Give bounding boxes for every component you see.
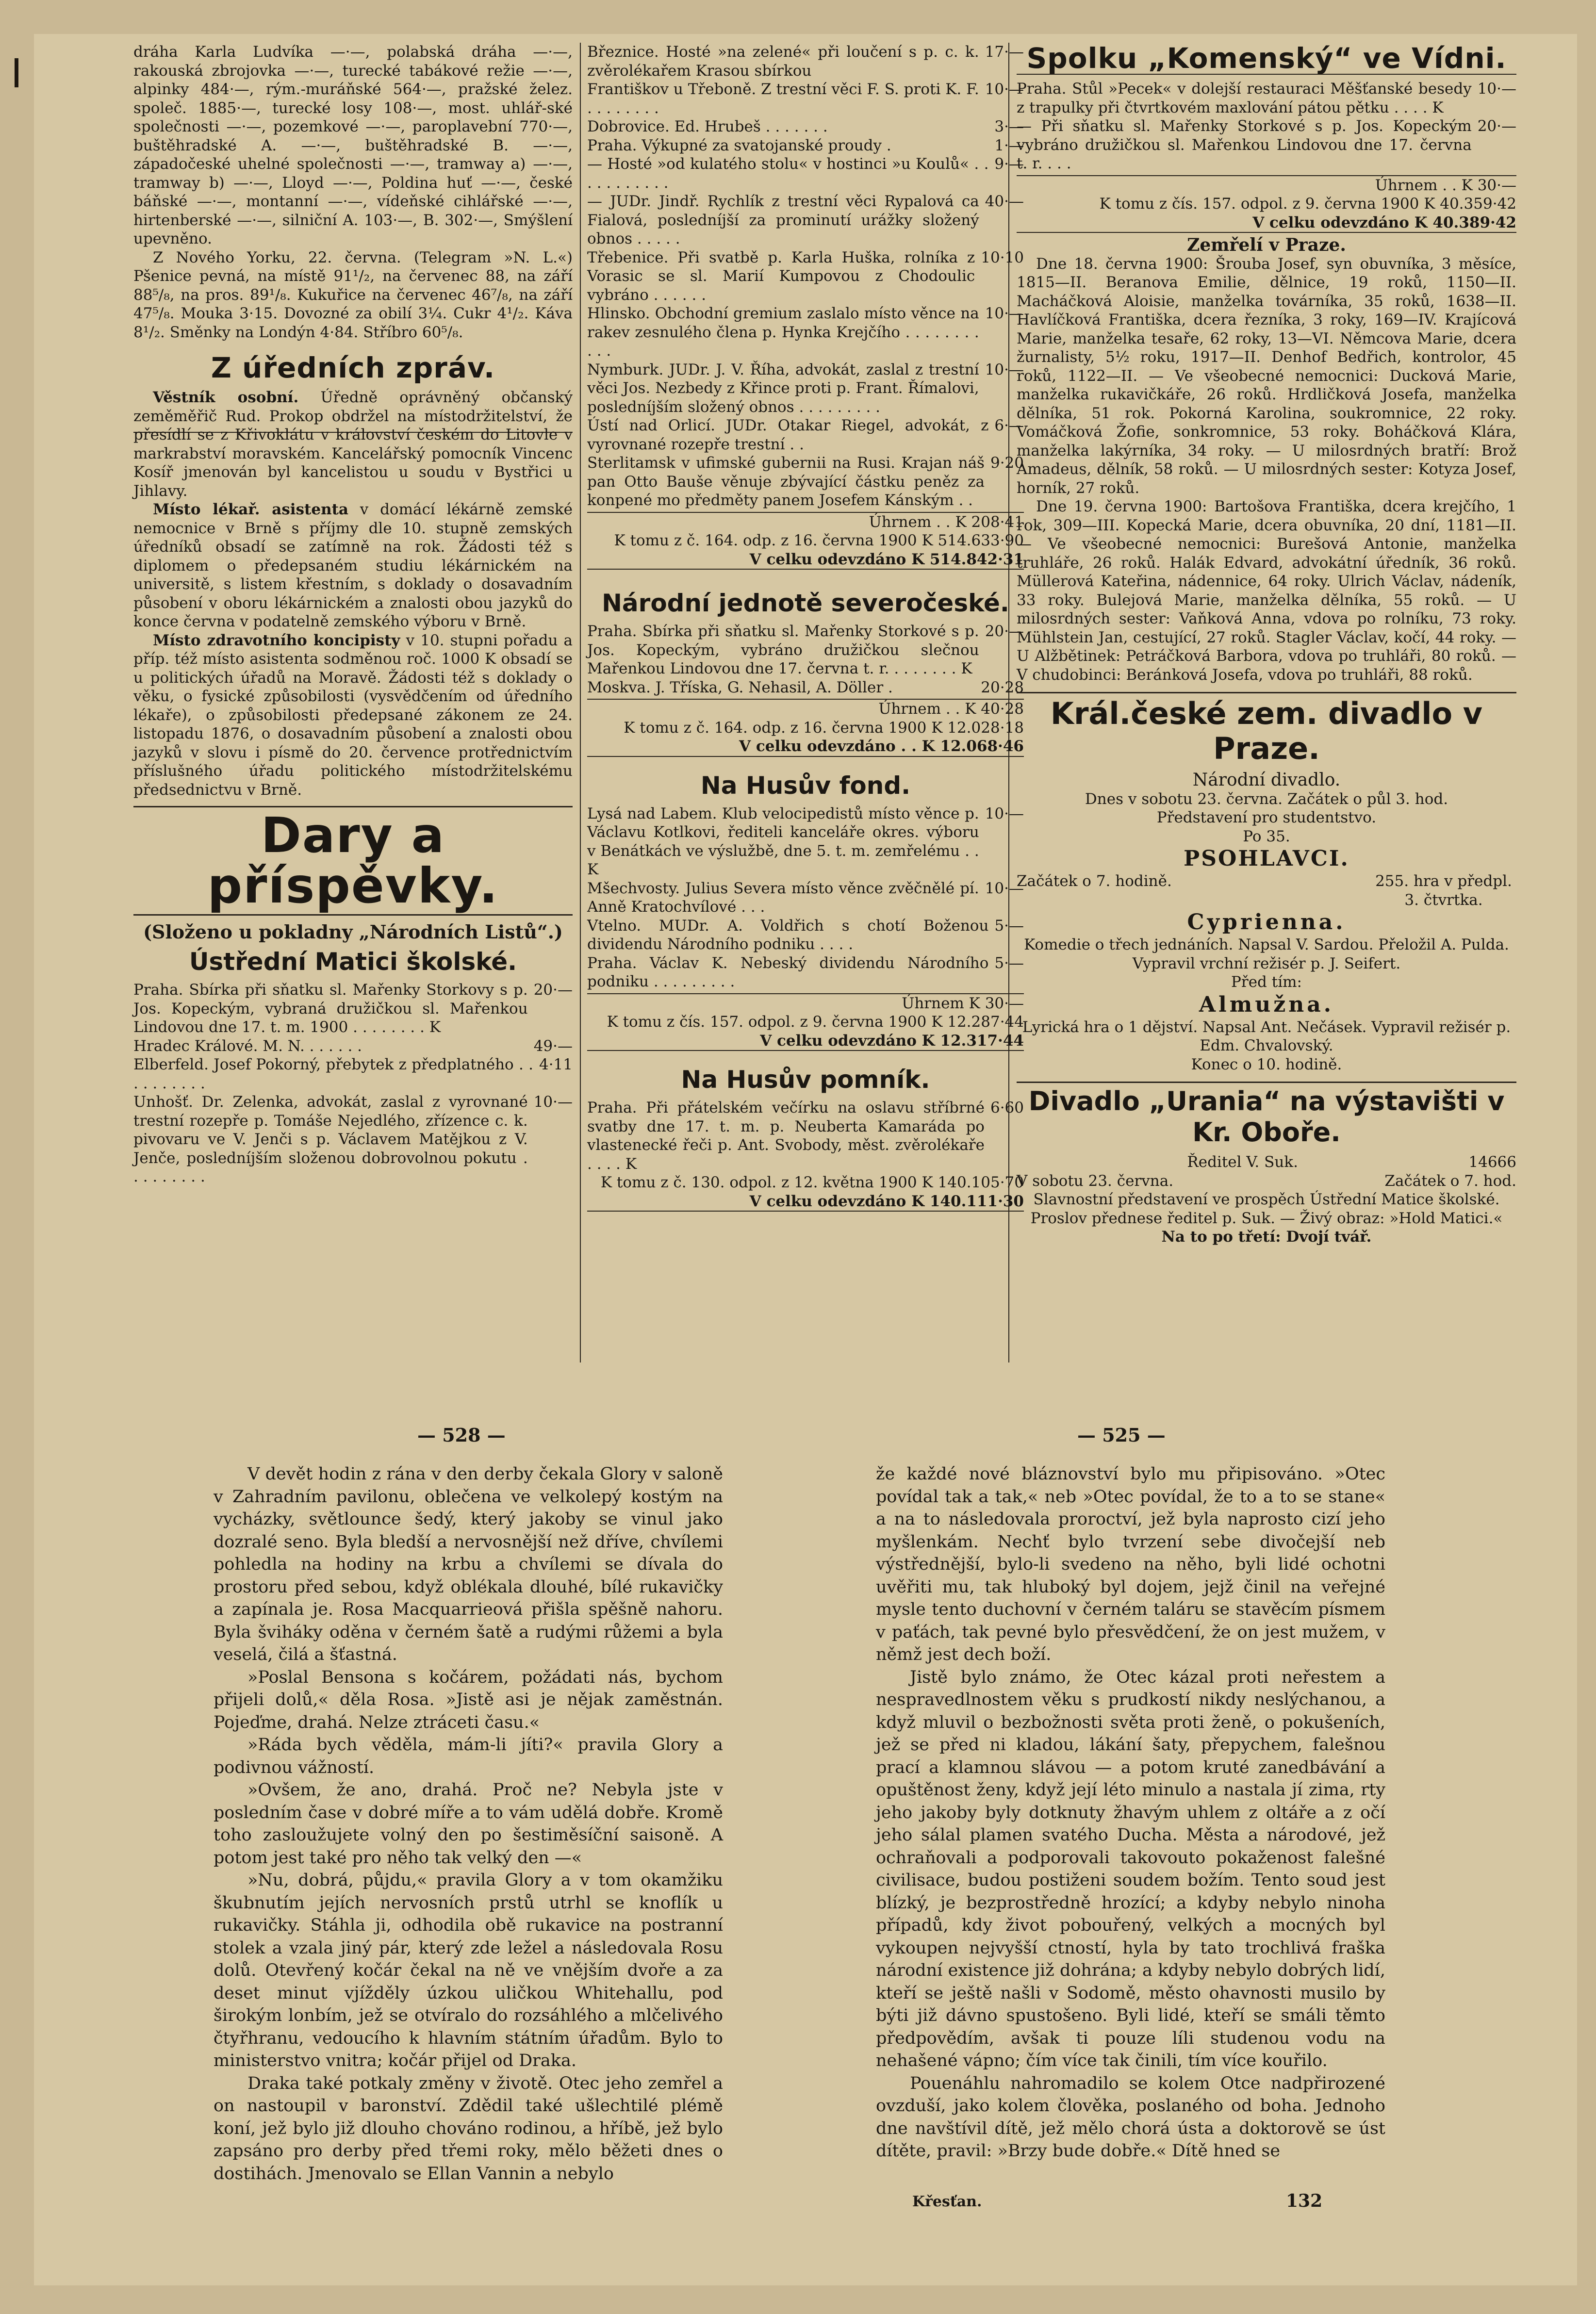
donation-row [133,1055,573,1093]
theatre-start: Začátek o 7. hodině. [1017,872,1172,890]
urania-line [1017,1172,1516,1191]
donation-text: — Hosté »od kulatého stolu« v hostinci »u Koulů« . . . . . . . . . . . [587,155,989,192]
urania-line: Proslov přednese ředitel p. Suk. — Živý obraz: »Hold Matici.« [1030,1209,1503,1227]
total-row [587,993,1024,1013]
donation-amount: 1·— [994,136,1024,154]
page-number-left: — 528 — [417,1424,506,1446]
total-label: Úhrnem . . K [1375,176,1473,194]
total-label: Úhrnem . . K [869,513,967,531]
story-paragraph: »Poslal Bensona s kočárem, požádati nás, bychom přijeli dolů,« děla Rosa. »Jistě asi je nějak zaměstnán. Pojeďme, drahá. Nelze ztráceti času.« [214,1667,723,1732]
official-news-heading: Z úředních zpráv. [211,351,495,384]
donation-amount: 10·— [985,879,1024,897]
donation-text: Ústí nad Orlicí. JUDr. Otakar Riegel, advokát, z vyrovnané rozepře trestní . . [587,417,989,453]
donation-row [587,678,1024,697]
donation-row [587,622,1024,678]
donation-text: Praha. Výkupné za svatojanské proudy . [587,136,891,154]
official-item-text: v domácí lékárně zemské nemocnice v Brně s příjmy dle 10. stupně zemských úředníků obsadí se zatímně na rok. Žádosti též s diplomem o předepsaném studiu lékárnickém na universitě, s listem křestním, s doklady o dosavadním působení v oboru lékárnickém a znalosti obou jazyků do konce června v podatelně zemského výboru v Brně. [133,501,573,630]
carry-line: K tomu z čís. 157. odpol. z 9. června 1900 K 40.359·42 [1099,195,1516,213]
total-row [587,699,1024,719]
jednota-heading: Národní jednotě severočeské. [602,589,1009,617]
overall-line: V celku odevzdáno K 514.842·31 [587,550,1024,570]
theatre-line: Komedie o třech jednáních. Napsal V. Sardou. Přeložil A. Pulda. Vypravil vrchní režisér p. J. Seifert. [1024,936,1509,972]
total-row [587,512,1024,532]
donation-row [133,1093,573,1186]
urania-date: V sobotu 23. června. [1017,1172,1174,1190]
new-york-report: Z Nového Yorku, 22. června. (Telegram »N. L.«) Pšenice pevná, na místě 91¹/₂, na červenec 88, na září 88⁵/₈, na pros. 89¹/₈. Kukuřice na červenec 46⁷/₈, na září 47⁵/₈. Mouka 3·15. Dovozné za obilí 3¼. Cukr 4¹/₂. Káva 8¹/₂. Směnky na Londýn 4·84. Stříbro 60⁵/₈. [133,248,573,341]
deaths-list: Dne 18. června 1900: Šrouba Josef, syn obuvníka, 3 měsíce, 1815—II. Beranova Emilie, dělnice, 19 roků, 1150—II. Macháčková Aloisie, manželka továrníka, 35 roků, 1638—II. Havlíčková Františka, dcera řezníka, 3 roky, 169—IV. Krajícová Marie, manželka tesaře, 62 roky, 13—VI. Němcova Marie, dcera žurnalisty, 5½ roku, 1917—II. Denhof Bedřich, kontrolor, 45 roků, 1122—II. — Ve všeobecné nemocnici: Ducková Marie, manželka rukavičkáře, 26 roků. Hrdličková Josefa, manželka dělníka, 51 rok. Pokorná Karolina, soukromnice, 22 roky. Vomáčková Žofie, sonkromnice, 53 roky. Boháčková Klára, manželka lakýrníka, 34 roky. — U milosrdných bratří: Brož Amadeus, dělník, 58 roků. — U milosrdných sester: Kotyza Josef, horník, 27 roků. [1017,255,1516,497]
donation-amount: 10·10 [981,248,1024,266]
donation-amount: 20·— [533,981,573,999]
official-item-text: v 10. stupni pořadu a příp. též místo asistenta sodměnou roč. 1000 K obsadí se u politických úřadů na Moravě. Žádosti též s doklady o věku, o fysické způsobilosti (vysvědčením od úředního lékaře), o způsobilosti předepsané zákonem ze 24. listopadu 1876, o dosavadním působení a znalosti obou jazyků v slovu i písmě do 20. července protřednictvím příslušného úřadu politického místodržitelskému předsednictvu v Brně. [133,631,573,799]
donation-row [587,155,1024,192]
theatre-play-title: Cyprienna. [1187,910,1346,935]
theatre-line: Lyrická hra o 1 dějství. Napsal Ant. Nečásek. Vypravil režisér p. Edm. Chvalovský. [1022,1018,1511,1054]
donation-amount: 10·— [533,1093,573,1111]
total-amount: 208·41 [971,513,1024,531]
donation-amount: 10·— [985,305,1024,322]
total-amount: 40·28 [981,700,1024,718]
donation-text: Březnice. Hosté »na zelené« při loučení s p. c. k. zvěrolékařem Krasou sbírkou [587,43,979,80]
theatre-line: Před tím: [1231,973,1302,991]
overall-line: V celku odevzdáno K 40.389·42 [1017,213,1516,233]
donation-row [1017,117,1516,173]
donation-row [587,454,1024,510]
donation-text: Praha. Při přátelském večírku na oslavu stříbrné svatby dne 17. t. m. p. Neuberta Kamaráda po vlastenecké řeči p. Ant. Svobody, měst. zvěrolékaře . . . . K [587,1099,985,1173]
story-paragraph: Pouenáhlu nahromadilo se kolem Otce nadpřirozené ovzduší, jako kolem člověka, poslaného od boha. Jednoho dne navštívil dítě, jež mělo chorá ústa a doktorově se úst dítěte, pravil: »Brzy bude dobře.« Dítě hned se [876,2073,1385,2161]
husuv-fond-heading: Na Husův fond. [700,771,911,800]
donation-row [587,136,1024,155]
total-label: Úhrnem . . K [878,700,976,718]
urania-start: Začátek o 7. hod. [1384,1172,1516,1190]
urania-heading: Divadlo „Urania“ na výstavišti v Kr. Oboře. [1017,1082,1516,1148]
donation-text: Hradec Králové. M. N. . . . . . . [133,1037,362,1055]
gifts-heading: Dary a příspěvky. [133,806,573,916]
story-right-column [876,1463,1385,2163]
right-column [1017,43,1516,1247]
theatre-heading: Král.české zem. divadlo v Praze. [1017,692,1516,766]
donation-amount: 10·— [985,361,1024,378]
donation-text: Unhošť. Dr. Zelenka, advokát, zaslal z vyrovnané trestní rozepře p. Tomáše Nejedlého, zřízence c. k. pivovaru ve V. Jenči s p. Václavem Matějkou z V. Jenče, posledníjším složenou dobrovolnou pokutu . . . . . . . . . [133,1093,528,1185]
total-label: Úhrnem K [902,994,980,1012]
story-paragraph: »Ovšem, že ano, drahá. Proč ne? Nebyla jste v posledním čase v dobré míře a to vám udělá dobře. Kromě toho zasloužujete volný den po šestiměsíční saisoně. A potom jest také pro něho tak velký den —« [214,1780,723,1868]
deaths-list: Dne 19. června 1900: Bartošova Františka, dcera krejčího, 1 rok, 309—III. Kopecká Marie, dcera obuvníka, 20 dní, 1181—II. — Ve všeobecné nemocnici: Burešová Antonie, manželka truhláře, 26 roků. Halák Edvard, advokátní úředník, 36 roků. Müllerová Kateřina, nádennice, 64 roky. Ulrich Václav, nádeník, 33 roky. Bulejová Marie, manželka dělníka, 55 roků. — U milosrdných sester: Vaňková Anna, vdova po rolníku, 73 roky. Mühlstein Jan, cestující, 27 roků. Stagler Václav, kočí, 44 roky. — U Alžbětinek: Petráčková Barbora, vdova po truhláři, 80 roků. — V chudobinci: Beránková Josefa, vdova po truhláři, 88 roků. [1017,498,1516,684]
donation-amount: 6·— [994,417,1024,434]
carry-line: K tomu z č. 164. odp. z 16. června 1900 K 12.028·18 [624,719,1024,737]
donation-amount: 9·— [994,155,1024,173]
donation-amount: 40·— [985,193,1024,210]
donation-text: Praha. Stůl »Pecek« v dolejší restauraci Měšťanské besedy z trapulky při čtvrtkovém maxlování pátou pětku . . . . K [1017,80,1472,116]
deaths-heading: Zemřelí v Praze. [1187,235,1346,255]
donation-text: Moskva. J. Tříska, G. Nehasil, A. Döller . [587,678,893,696]
donation-amount: 5·— [994,917,1024,935]
donation-row [587,954,1024,991]
donation-amount: 9·20 [990,454,1024,472]
donation-text: Sterlitamsk v ufimské gubernii na Rusi. Krajan náš pan Otto Bauše věnuje zbývající částku peněz za konpené mo předměty panem Josefem Kánským . . [587,454,985,509]
urania-director-row [1017,1153,1516,1172]
official-item-lead: Místo lékař. asistenta [153,501,349,518]
donation-row [587,416,1024,454]
urania-line: Na to po třetí: Dvojí tvář. [1161,1228,1372,1246]
story-paragraph: Jistě bylo známo, že Otec kázal proti neřestem a nespravedlnostem věku s prudkostí nikdy neslýchanou, a když mluvil o bezbožnosti světa proti ženě, o pokušeních, jež se před ni kladou, lákání šaty, přepychem, falešnou prací a klamnou slávou — a potom kruté zanedbávání a opuštěnost ženy, když její léto minulo a nastala jí zima, rty jeho jakoby byly dotknuty žhavým uhlem z oltáře a z očí jeho sálal plamen svatého Ducha. Města a národové, jež ochraňovali a podporovali takovouto pokaženost falešné civilisace, budou postiženi soudem božím. Tento soud jest blízký, je bezprostředně hrozící; a kdyby nebylo ninoha případů, kdy život pobouřený, velkých a mocných byl vykoupen nejvyšší ctností, hyla by tato trochlivá fraška národní existence již dohrána; a kdyby nebylo dobrých lidí, kteří se ještě našli v Sodomě, město ohavnosti musilo by býti již dávno spustošeno. Byli lidé, kteří se smáli těmto předpovědím, avšak ti pouze líli studenou vodu na nehašené vápno; čím více tak činili, tím více kouřilo. [876,1667,1385,2070]
footer-label: Křesťan. [912,2193,982,2210]
donation-text: Mšechvosty. Julius Severa místo věnce zvěčnělé pí. Anně Kratochvílové . . . [587,879,979,916]
donation-text: Františkov u Třeboně. Z trestní věci F. S. proti K. F. . . . . . . . . [587,81,979,117]
donation-amount: 20·28 [981,678,1024,696]
donation-amount: 6·60 [990,1099,1024,1116]
donation-row [587,248,1024,305]
donation-row [587,879,1024,917]
story-paragraph: V devět hodin z rána v den derby čekala Glory v saloně v Zahradním pavilonu, oblečena ve velkolepý kostým na vycházky, světlounce šedý, který jakoby se vinul jako dozralé seno. Byla bledší a nervosnější než dříve, chvílemi pohledla na hodiny na krbu a chvílemi se dívala do prostoru před sebou, když oblékala dlouhé, bílé rukavičky a zapínala je. Rosa Macquarrieová přišla spěšně nahoru. Byla šviháky oděna v černém šatě a rudými růžemi a byla veselá, čilá a šťastná. [214,1464,723,1664]
overall-line: V celku odevzdáno K 12.317·44 [587,1032,1024,1051]
donation-amount: 10·— [985,81,1024,98]
donation-text: Lysá nad Labem. Klub velocipedistů místo věnce p. Václavu Kotlkovi, řediteli kanceláře okres. výboru v Benátkách ve výslužbě, dne 5. t. m. zemřelému . . K [587,804,979,878]
donation-amount: 10·— [1477,80,1516,98]
page-number-right: — 525 — [1077,1424,1166,1446]
donation-row [587,361,1024,417]
komensky-heading: Spolku „Komenský“ ve Vídni. [1017,43,1516,75]
donation-text: — Při sňatku sl. Mařenky Storkové s p. Jos. Kopeckým vybráno družičkou sl. Mařenkou Lindovou dne 17. června t. r. . . . [1017,117,1472,172]
donation-row [587,304,1024,361]
matice-heading: Ústřední Matici školské. [189,948,517,976]
donation-row [1017,80,1516,117]
donation-text: Nymburk. JUDr. J. V. Říha, advokát, zaslal z trestní věci Jos. Nezbedy z Křince proti p. Frant. Římalovi, posledníjším složený obnos . . . . . . . . . [587,361,979,416]
story-paragraph: Draka také potkaly změny v životě. Otec jeho zemřel a on nastoupil v baronství. Zdědil také ušlechtilé plémě koní, jež bylo již dlouho chováno rodinou, a hříbě, jež bylo zapsáno pro derby před třemi roky, mělo běžeti dnes o dostihách. Jmenovalo se Ellan Vannin a nebylo [214,2073,723,2183]
theatre-line: Dnes v sobotu 23. června. Začátek o půl 3. hod. [1085,790,1448,808]
carry-line: K tomu z č. 130. odpol. z 12. května 1900 K 140.105·70 [600,1174,1024,1191]
donation-row [587,43,1024,80]
theatre-line: Konec o 10. hodině. [1191,1055,1342,1073]
donation-text: — JUDr. Jindř. Rychlík z trestní věci Rypalová ca Fialová, posledníjší za prominutí urážky složený obnos . . . . . [587,193,979,247]
urania-director: Ředitel V. Suk. [1187,1153,1298,1171]
official-item-text: Úředně oprávněný občanský zeměměřič Rud. Prokop obdržel na místodržitelství, že přesídlí se z Křivoklátu v království českém do Litovle v markrabství moravském. Kancelářský pomocník Vincenc Kosíř jmenován byl kancelistou u soudu v Bystřici u Jihlavy. [133,389,573,500]
donation-amount: 49·— [533,1037,573,1055]
donation-text: Praha. Sbírka při sňatku sl. Mařenky Storkové s p. Jos. Kopeckým, vybráno družičkou slečnou Mařenkou Lindovou dne 17. června t. r. . . . . . . . K [587,623,979,677]
donation-row [133,1037,573,1056]
donation-row [587,917,1024,954]
donation-text: Vtelno. MUDr. A. Voldřich s chotí Boženou dividendu Národního podniku . . . . [587,917,989,953]
donation-text: Dobrovice. Ed. Hrubeš . . . . . . . [587,118,828,135]
donation-text: Třebenice. Při svatbě p. Karla Huška, rolníka z Vorasic se sl. Marií Kumpovou z Chodoulic vybráno . . . . . . [587,248,975,304]
official-item [133,500,573,631]
donation-row [587,1099,1024,1173]
story-left-column [214,1463,723,2185]
donation-amount: 20·— [1477,117,1516,135]
story-paragraph: »Ráda bych věděla, mám-li jíti?« pravila Glory a podivnou vážností. [214,1735,723,1777]
overall-line: V celku odevzdáno K 140.111·30 [587,1192,1024,1212]
official-item [133,388,573,500]
donation-row [587,804,1024,879]
donation-amount: 17·— [985,43,1024,61]
donation-text: Praha. Sbírka při sňatku sl. Mařenky Storkovy s p. Jos. Kopeckým, vybraná družičkou sl. Mařenkou Lindovou dne 17. t. m. 1900 . . . . . . . . K [133,981,528,1036]
official-item [133,631,573,800]
urania-number: 14666 [1468,1153,1516,1171]
gifts-subheading: (Složeno u pokladny „Národních Listů“.) [143,921,563,943]
official-item-lead: Věstník osobní. [153,389,299,406]
donation-row [133,981,573,1037]
donation-text: Hlinsko. Obchodní gremium zaslalo místo věnce na rakev zesnulého člena p. Hynka Krejčího . . . . . . . . . . . [587,305,979,360]
theatre-play-title: PSOHLAVCI. [1184,846,1349,871]
donation-text: Praha. Václav K. Nebeský dividendu Národního podniku . . . . . . . . . [587,954,989,990]
donation-amount: 20·— [985,623,1024,640]
carry-line: K tomu z č. 164. odp. z 16. června 1900 K 514.633·90 [614,532,1024,549]
theatre-subtitle: Národní divadlo. [1192,770,1341,790]
theatre-line [1017,872,1516,909]
donation-amount: 5·— [994,954,1024,972]
total-amount: 30·— [1477,176,1516,194]
theatre-line: Po 35. [1243,827,1290,845]
left-column [133,43,573,1186]
footer-page-number: 132 [1286,2191,1323,2211]
carry-line: K tomu z čís. 157. odpol. z 9. června 1900 K 12.287·44 [607,1013,1024,1031]
donation-text: Elberfeld. Josef Pokorný, přebytek z předplatného . . . . . . . . . . [133,1056,533,1092]
binding-edge [15,58,18,87]
husuv-pomnik-heading: Na Husův pomník. [681,1066,930,1094]
theatre-series: 255. hra v předpl. 3. čtvrtka. [1375,872,1512,909]
story-paragraph: »Nu, dobrá, půjdu,« pravila Glory a v tom okamžiku škubnutím jejích nervosních prstů utrhl se knoflík u rukavičky. Stáhla ji, odhodila obě rukavice na postranní stolek a vzala jiný pár, který zde ležel a následovala Rosu dolů. Otevřený kočár čekal na ně ve vnějším dvoře a za deset minut vjížděly úzkou uličkou Whitehallu, pod širokým lonbím, jež se otvíralo do rozsáhlého a mlčelivého čtyřhranu, vedoucího k hlavním státním úřadům. Bylo to ministerstvo vnitra; kočár přijel od Draka. [214,1871,723,2070]
overall-line: V celku odevzdáno . . K 12.068·46 [587,737,1024,757]
urania-line: Slavnostní představení ve prospěch Ústřední Matice školské. [1033,1191,1500,1208]
story-paragraph: že každé nové bláznovství bylo mu připisováno. »Otec povídal tak a tak,« neb »Otec povídal, že to a to se stane« a na to následovala proroctví, jež byla naprosto cizí jeho myšlenkám. Nechť bylo tvrzení sebe divočejší neb výstřednější, bylo-li svedeno na něho, byli lidé ochotni uvěřiti mu, tak hluboký byl dojem, jejž činil na veřejné mysle tento duchovní v černém taláru se stavěcím písmem v paťách, tak pevné bylo přesvědčení, že on jest mužem, v němž jest dech boží. [876,1464,1385,1664]
market-report: dráha Karla Ludvíka —·—, polabská dráha —·—, rakouská zbrojovka —·—, turecké tabákové režie —·—, alpinky 484·—, rým.-muráňské 564·—, pražské želez. společ. 1885·—, turecké losy 108·—, most. uhlář-ské společnosti —·—, pozemkové —·—, paroplavební 770·—, buštěhradské A. —·—, buštěhradské B. —·—, západočeské uhelné společnosti —·—, tramway a) —·—, tramway b) —·—, Lloyd —·—, Poldina huť —·—, české báňské —·—, montanní —·—, vídeňské cihlářské —·—, hirtenberské —·—, silniční A. 103·—, B. 302·—, Smýšlení upevněno. [133,43,573,247]
donation-row [587,80,1024,117]
theatre-line: Představení pro studentstvo. [1156,809,1377,826]
theatre-play-title: Almužna. [1199,992,1334,1017]
column-rule [580,43,581,1362]
total-row [1017,175,1516,195]
donation-amount: 10·— [985,804,1024,822]
official-item-lead: Místo zdravotního koncipisty [153,631,400,649]
matice-list [133,981,573,1186]
donation-amount: 3·— [994,118,1024,135]
donation-row [587,192,1024,248]
total-amount: 30·— [985,994,1024,1012]
donation-row [587,117,1024,136]
donation-list [587,43,1024,510]
middle-column [587,43,1024,1212]
donation-amount: 4·11 [539,1056,573,1073]
